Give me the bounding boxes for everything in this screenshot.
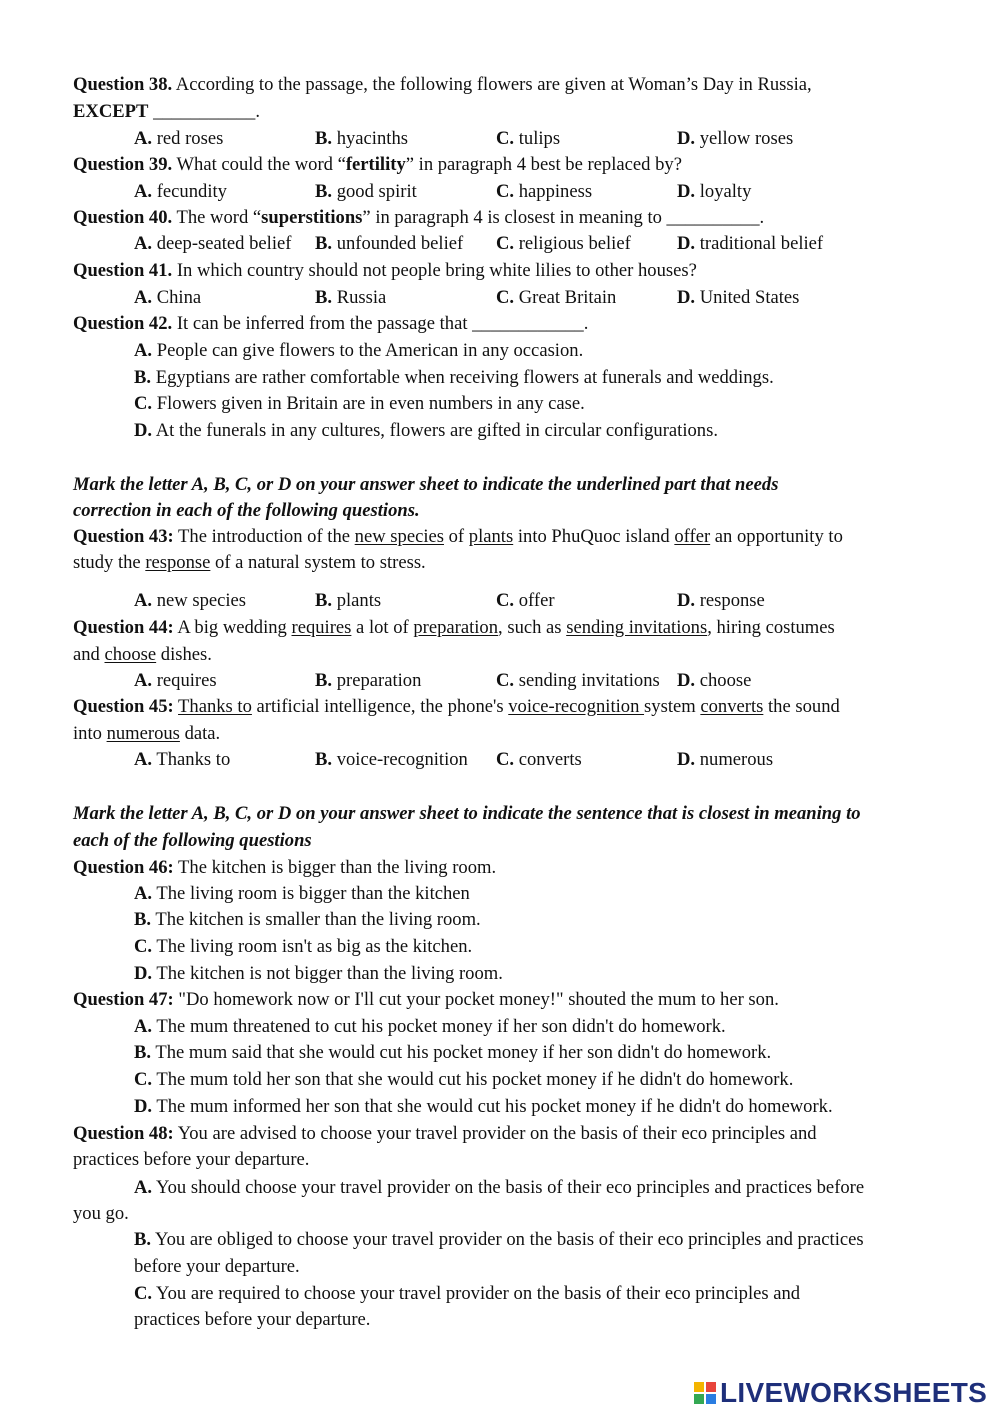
option-a[interactable]: A. red roses bbox=[134, 128, 224, 149]
logo-square bbox=[694, 1382, 704, 1392]
option-b[interactable]: B. hyacinths bbox=[315, 128, 408, 149]
question-48-stem: Question 48: You are advised to choose your travel provider on the basis of their eco principles and bbox=[73, 1123, 817, 1144]
option-b[interactable]: B. plants bbox=[315, 590, 382, 611]
option-c[interactable]: C. Great Britain bbox=[496, 287, 617, 308]
option-d[interactable]: D. traditional belief bbox=[677, 233, 824, 254]
option-c[interactable]: C. You are required to choose your travel provider on the basis of their eco principles and bbox=[134, 1283, 801, 1304]
option-a[interactable]: A. deep-seated belief bbox=[134, 233, 292, 254]
question-48-label: Question 48: bbox=[73, 1123, 174, 1144]
question-43-stem-cont: study the response of a natural system to stress. bbox=[73, 552, 426, 573]
question-47-stem: Question 47: "Do homework now or I'll cut your pocket money!" shouted the mum to her son. bbox=[73, 989, 779, 1010]
question-38-label: Question 38. bbox=[73, 74, 173, 95]
question-47-label: Question 47: bbox=[73, 989, 174, 1010]
question-39-stem: Question 39. What could the word “fertility” in paragraph 4 best be replaced by? bbox=[73, 154, 682, 175]
option-d[interactable]: D. United States bbox=[677, 287, 800, 308]
option-c[interactable]: C. sending invitations bbox=[496, 670, 660, 691]
question-40-stem: Question 40. The word “superstitions” in paragraph 4 is closest in meaning to __________. bbox=[73, 207, 765, 228]
question-46-label: Question 46: bbox=[73, 857, 174, 878]
option-d[interactable]: D. At the funerals in any cultures, flowers are gifted in circular configurations. bbox=[134, 420, 718, 441]
option-b-cont: before your departure. bbox=[134, 1256, 300, 1277]
question-45-stem-cont: into numerous data. bbox=[73, 723, 221, 744]
option-b[interactable]: B. Russia bbox=[315, 287, 387, 308]
option-b[interactable]: B. You are obliged to choose your travel provider on the basis of their eco principles and practices bbox=[134, 1229, 864, 1250]
option-a-cont: you go. bbox=[73, 1203, 129, 1224]
option-b[interactable]: B. The kitchen is smaller than the living room. bbox=[134, 909, 481, 930]
option-a[interactable]: A. The mum threatened to cut his pocket money if her son didn't do homework. bbox=[134, 1016, 726, 1037]
option-c[interactable]: C. religious belief bbox=[496, 233, 631, 254]
option-b[interactable]: B. Egyptians are rather comfortable when receiving flowers at funerals and weddings. bbox=[134, 367, 774, 388]
option-a[interactable]: A. You should choose your travel provider on the basis of their eco principles and practices before bbox=[134, 1177, 865, 1198]
question-38-stem-cont: EXCEPT ___________. bbox=[73, 101, 260, 122]
option-d[interactable]: D. The kitchen is not bigger than the living room. bbox=[134, 963, 503, 984]
question-45-label: Question 45: bbox=[73, 696, 174, 717]
option-a[interactable]: A. fecundity bbox=[134, 181, 227, 202]
logo-square bbox=[706, 1394, 716, 1404]
question-44-stem: Question 44: A big wedding requires a lot of preparation, such as sending invitations, hiring costumes bbox=[73, 617, 835, 638]
option-b[interactable]: B. voice-recognition bbox=[315, 749, 468, 770]
instruction-error-identification: Mark the letter A, B, C, or D on your answer sheet to indicate the underlined part that needs bbox=[73, 474, 779, 495]
option-c[interactable]: C. The mum told her son that she would cut his pocket money if he didn't do homework. bbox=[134, 1069, 794, 1090]
question-41-label: Question 41. bbox=[73, 260, 173, 281]
question-43-label: Question 43: bbox=[73, 526, 174, 547]
logo-text: LIVEWORKSHEETS bbox=[720, 1377, 988, 1408]
option-a[interactable]: A. People can give flowers to the American in any occasion. bbox=[134, 340, 584, 361]
option-a[interactable]: A. China bbox=[134, 287, 202, 308]
question-42-stem: Question 42. It can be inferred from the passage that ____________. bbox=[73, 313, 589, 334]
option-c[interactable]: C. happiness bbox=[496, 181, 593, 202]
question-39-label: Question 39. bbox=[73, 154, 173, 175]
question-40-label: Question 40. bbox=[73, 207, 173, 228]
option-b[interactable]: B. good spirit bbox=[315, 181, 417, 202]
logo-square bbox=[706, 1382, 716, 1392]
option-c[interactable]: C. offer bbox=[496, 590, 555, 611]
question-42-label: Question 42. bbox=[73, 313, 173, 334]
instruction-sentence-transformation-cont: each of the following questions bbox=[73, 830, 312, 851]
option-a[interactable]: A. new species bbox=[134, 590, 247, 611]
logo-square bbox=[694, 1394, 704, 1404]
question-46-stem: Question 46: The kitchen is bigger than the living room. bbox=[73, 857, 497, 878]
option-c[interactable]: C. tulips bbox=[496, 128, 561, 149]
question-43-stem: Question 43: The introduction of the new species of plants into PhuQuoc island offer an opportunity to bbox=[73, 526, 843, 547]
option-c-cont: practices before your departure. bbox=[134, 1309, 371, 1330]
instruction-sentence-transformation: Mark the letter A, B, C, or D on your answer sheet to indicate the sentence that is closest in meaning to bbox=[73, 803, 861, 824]
option-c[interactable]: C. converts bbox=[496, 749, 582, 770]
option-d[interactable]: D. loyalty bbox=[677, 181, 752, 202]
instruction-error-identification-cont: correction in each of the following questions. bbox=[73, 500, 420, 521]
option-d[interactable]: D. yellow roses bbox=[677, 128, 794, 149]
option-d[interactable]: D. choose bbox=[677, 670, 752, 691]
option-a[interactable]: A. The living room is bigger than the kitchen bbox=[134, 883, 470, 904]
option-c[interactable]: C. The living room isn't as big as the kitchen. bbox=[134, 936, 473, 957]
option-b[interactable]: B. The mum said that she would cut his pocket money if her son didn't do homework. bbox=[134, 1042, 772, 1063]
question-48-stem-cont: practices before your departure. bbox=[73, 1149, 310, 1170]
option-a[interactable]: A. requires bbox=[134, 670, 217, 691]
option-a[interactable]: A. Thanks to bbox=[134, 749, 231, 770]
question-38-stem: Question 38. According to the passage, the following flowers are given at Woman’s Day in Russia, bbox=[73, 74, 812, 95]
option-d[interactable]: D. response bbox=[677, 590, 765, 611]
option-d[interactable]: D. The mum informed her son that she would cut his pocket money if he didn't do homework. bbox=[134, 1096, 833, 1117]
question-41-stem: Question 41. In which country should not people bring white lilies to other houses? bbox=[73, 260, 697, 281]
option-d[interactable]: D. numerous bbox=[677, 749, 774, 770]
question-44-stem-cont: and choose dishes. bbox=[73, 644, 212, 665]
liveworksheets-logo bbox=[694, 1378, 987, 1408]
option-c[interactable]: C. Flowers given in Britain are in even numbers in any case. bbox=[134, 393, 585, 414]
question-44-label: Question 44: bbox=[73, 617, 174, 638]
logo-grid-icon bbox=[694, 1382, 716, 1404]
question-45-stem: Question 45: Thanks to artificial intelligence, the phone's voice-recognition system converts the sound bbox=[73, 696, 840, 717]
option-b[interactable]: B. preparation bbox=[315, 670, 422, 691]
option-b[interactable]: B. unfounded belief bbox=[315, 233, 464, 254]
